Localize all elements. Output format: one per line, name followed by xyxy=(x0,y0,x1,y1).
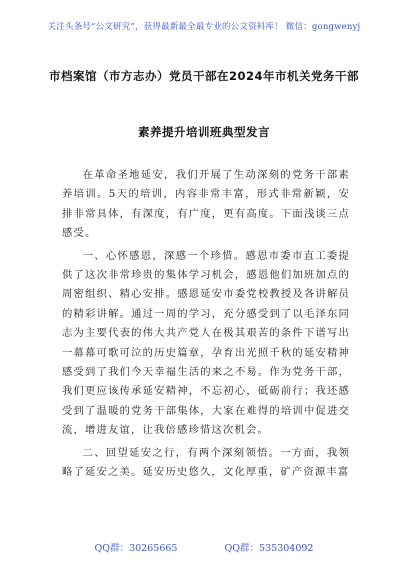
footer-qq-group-1: QQ群：30265665 xyxy=(94,543,178,554)
document-title-line-1: 市档案馆（市方志办）党员干部在2024年市机关党务干部 xyxy=(48,69,359,83)
document-body xyxy=(62,166,350,486)
footer-qq-group-2: QQ群：535304092 xyxy=(224,543,314,554)
header-promo-note: 关注头条号“公文研究”，获得最新最全最专业的公文资料库！ 微信：gongwenyj xyxy=(47,22,361,32)
document-title-line-2: 素养提升培训班典型发言 xyxy=(138,125,270,139)
paragraph-intro: 在革命圣地延安，我们开展了生动深刻的党务干部素养培训。5天的培训，内容非常丰富，形式非常新颖，安排非常具体，有深度，有广度，更有高度。下面浅谈三点感受。 xyxy=(62,169,350,240)
paragraph-section-one: 一、心怀感恩，深感一个珍惜。感恩市委市直工委提供了这次非常珍贵的集体学习机会，感恩他们加班加点的周密组织、精心安排。感恩延安市委党校教授及各讲解员的精彩讲解。通过一周的学习，充分感受到了以毛泽东同志为主要代表的伟大共产党人在极其艰苦的条件下谱写出一幕幕可歌可泣的历史篇章，孕育出光照千秋的延安精神感受到了我们今天幸福生活的来之不易。作为党务干部，我们更应该传承延安精神，不忘初心，砥砺前行；我还感受到了温暖的党务干部集体，大家在难得的培训中促进交流，增进友谊，让我倍感珍惜这次机会。 xyxy=(62,249,350,437)
footer-contact xyxy=(0,540,408,554)
paragraph-section-two: 二、回望延安之行，有两个深刻领悟。一方面，我领略了延安之美。延安历史悠久，文化厚重，矿产资源丰富 xyxy=(62,446,350,479)
